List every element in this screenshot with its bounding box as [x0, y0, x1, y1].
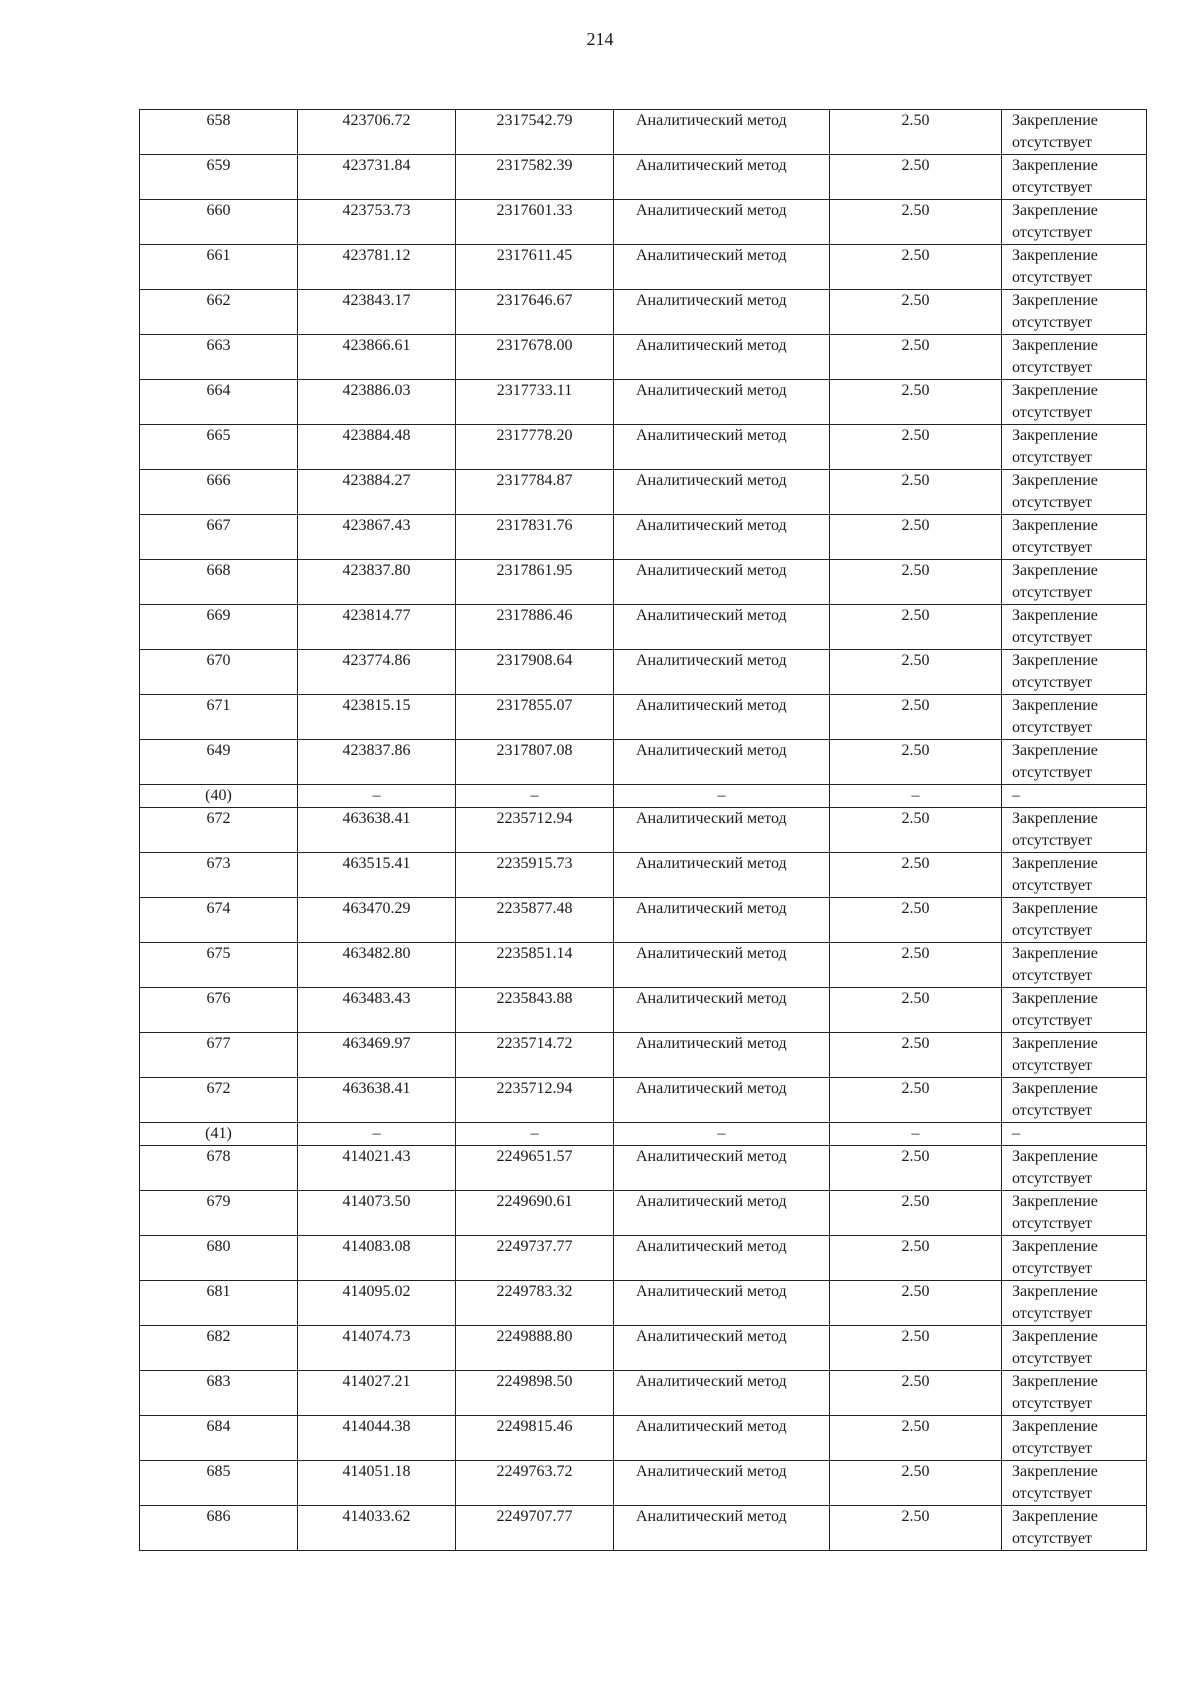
- point-number-cell: 660: [140, 200, 298, 245]
- x-coordinate-cell: 423866.61: [298, 335, 456, 380]
- error-cell: 2.50: [830, 380, 1002, 425]
- x-coordinate-cell: 463483.43: [298, 988, 456, 1033]
- error-cell: 2.50: [830, 155, 1002, 200]
- section-separator-row: [140, 1123, 1147, 1146]
- fixing-cell: Закрепление отсутствует: [1002, 1506, 1147, 1551]
- point-number-cell: 670: [140, 650, 298, 695]
- fixing-cell: Закрепление отсутствует: [1002, 1033, 1147, 1078]
- page-number: 214: [586, 29, 614, 49]
- table-row: [140, 1033, 1147, 1078]
- method-cell: Аналитический метод: [614, 1146, 830, 1191]
- x-coordinate-cell: 423815.15: [298, 695, 456, 740]
- dash-cell: –: [830, 785, 1002, 808]
- point-number-cell: 675: [140, 943, 298, 988]
- fixing-cell: Закрепление отсутствует: [1002, 808, 1147, 853]
- error-cell: 2.50: [830, 245, 1002, 290]
- method-cell: Аналитический метод: [614, 515, 830, 560]
- x-coordinate-cell: 423843.17: [298, 290, 456, 335]
- fixing-cell: Закрепление отсутствует: [1002, 1326, 1147, 1371]
- method-cell: Аналитический метод: [614, 245, 830, 290]
- y-coordinate-cell: 2249888.80: [456, 1326, 614, 1371]
- table-row: [140, 1281, 1147, 1326]
- coordinates-table-body: [140, 110, 1147, 1551]
- x-coordinate-cell: 414073.50: [298, 1191, 456, 1236]
- point-number-cell: 686: [140, 1506, 298, 1551]
- y-coordinate-cell: 2317807.08: [456, 740, 614, 785]
- dash-cell: –: [614, 1123, 830, 1146]
- method-cell: Аналитический метод: [614, 808, 830, 853]
- error-cell: 2.50: [830, 470, 1002, 515]
- error-cell: 2.50: [830, 1281, 1002, 1326]
- point-number-cell: 665: [140, 425, 298, 470]
- coordinates-table: [139, 109, 1147, 1551]
- x-coordinate-cell: 414083.08: [298, 1236, 456, 1281]
- y-coordinate-cell: 2235843.88: [456, 988, 614, 1033]
- x-coordinate-cell: 414051.18: [298, 1461, 456, 1506]
- fixing-cell: Закрепление отсутствует: [1002, 1191, 1147, 1236]
- error-cell: 2.50: [830, 650, 1002, 695]
- fixing-cell: Закрепление отсутствует: [1002, 1236, 1147, 1281]
- y-coordinate-cell: 2317855.07: [456, 695, 614, 740]
- y-coordinate-cell: 2235714.72: [456, 1033, 614, 1078]
- method-cell: Аналитический метод: [614, 380, 830, 425]
- y-coordinate-cell: 2235877.48: [456, 898, 614, 943]
- x-coordinate-cell: 423814.77: [298, 605, 456, 650]
- fixing-cell: Закрепление отсутствует: [1002, 1371, 1147, 1416]
- point-number-cell: 680: [140, 1236, 298, 1281]
- error-cell: 2.50: [830, 1033, 1002, 1078]
- table-row: [140, 1416, 1147, 1461]
- point-number-cell: 672: [140, 1078, 298, 1123]
- method-cell: Аналитический метод: [614, 1033, 830, 1078]
- y-coordinate-cell: 2235712.94: [456, 1078, 614, 1123]
- table-row: [140, 515, 1147, 560]
- method-cell: Аналитический метод: [614, 290, 830, 335]
- error-cell: 2.50: [830, 898, 1002, 943]
- table-row: [140, 155, 1147, 200]
- y-coordinate-cell: 2317601.33: [456, 200, 614, 245]
- x-coordinate-cell: 463470.29: [298, 898, 456, 943]
- point-number-cell: 679: [140, 1191, 298, 1236]
- point-number-cell: 671: [140, 695, 298, 740]
- fixing-cell: Закрепление отсутствует: [1002, 155, 1147, 200]
- table-row: [140, 605, 1147, 650]
- table-row: [140, 988, 1147, 1033]
- method-cell: Аналитический метод: [614, 470, 830, 515]
- y-coordinate-cell: 2317908.64: [456, 650, 614, 695]
- y-coordinate-cell: 2317831.76: [456, 515, 614, 560]
- point-number-cell: 677: [140, 1033, 298, 1078]
- y-coordinate-cell: 2249690.61: [456, 1191, 614, 1236]
- fixing-cell: Закрепление отсутствует: [1002, 988, 1147, 1033]
- fixing-cell: Закрепление отсутствует: [1002, 943, 1147, 988]
- fixing-cell: Закрепление отсутствует: [1002, 335, 1147, 380]
- table-row: [140, 650, 1147, 695]
- error-cell: 2.50: [830, 695, 1002, 740]
- error-cell: 2.50: [830, 740, 1002, 785]
- x-coordinate-cell: 414095.02: [298, 1281, 456, 1326]
- fixing-cell: Закрепление отсутствует: [1002, 1146, 1147, 1191]
- error-cell: 2.50: [830, 1461, 1002, 1506]
- table-row: [140, 200, 1147, 245]
- x-coordinate-cell: 423706.72: [298, 110, 456, 155]
- y-coordinate-cell: 2317678.00: [456, 335, 614, 380]
- error-cell: 2.50: [830, 1326, 1002, 1371]
- dash-cell: –: [1002, 785, 1147, 808]
- point-number-cell: 649: [140, 740, 298, 785]
- table-row: [140, 290, 1147, 335]
- dash-cell: –: [830, 1123, 1002, 1146]
- y-coordinate-cell: 2249707.77: [456, 1506, 614, 1551]
- y-coordinate-cell: 2249783.32: [456, 1281, 614, 1326]
- error-cell: 2.50: [830, 605, 1002, 650]
- method-cell: Аналитический метод: [614, 898, 830, 943]
- point-number-cell: 684: [140, 1416, 298, 1461]
- point-number-cell: 681: [140, 1281, 298, 1326]
- point-number-cell: 668: [140, 560, 298, 605]
- table-row: [140, 1236, 1147, 1281]
- x-coordinate-cell: 423753.73: [298, 200, 456, 245]
- error-cell: 2.50: [830, 808, 1002, 853]
- x-coordinate-cell: 423884.48: [298, 425, 456, 470]
- fixing-cell: Закрепление отсутствует: [1002, 1461, 1147, 1506]
- x-coordinate-cell: 423774.86: [298, 650, 456, 695]
- table-row: [140, 110, 1147, 155]
- section-number-cell: (40): [140, 785, 298, 808]
- method-cell: Аналитический метод: [614, 425, 830, 470]
- table-row: [140, 943, 1147, 988]
- point-number-cell: 663: [140, 335, 298, 380]
- method-cell: Аналитический метод: [614, 1461, 830, 1506]
- x-coordinate-cell: 423884.27: [298, 470, 456, 515]
- fixing-cell: Закрепление отсутствует: [1002, 898, 1147, 943]
- x-coordinate-cell: 414033.62: [298, 1506, 456, 1551]
- x-coordinate-cell: 414027.21: [298, 1371, 456, 1416]
- error-cell: 2.50: [830, 110, 1002, 155]
- error-cell: 2.50: [830, 290, 1002, 335]
- y-coordinate-cell: 2249815.46: [456, 1416, 614, 1461]
- point-number-cell: 672: [140, 808, 298, 853]
- table-row: [140, 695, 1147, 740]
- error-cell: 2.50: [830, 425, 1002, 470]
- error-cell: 2.50: [830, 1191, 1002, 1236]
- x-coordinate-cell: 414074.73: [298, 1326, 456, 1371]
- dash-cell: –: [456, 785, 614, 808]
- table-row: [140, 245, 1147, 290]
- y-coordinate-cell: 2317778.20: [456, 425, 614, 470]
- x-coordinate-cell: 463638.41: [298, 1078, 456, 1123]
- fixing-cell: Закрепление отсутствует: [1002, 245, 1147, 290]
- error-cell: 2.50: [830, 988, 1002, 1033]
- method-cell: Аналитический метод: [614, 110, 830, 155]
- table-row: [140, 1506, 1147, 1551]
- point-number-cell: 683: [140, 1371, 298, 1416]
- method-cell: Аналитический метод: [614, 988, 830, 1033]
- dash-cell: –: [298, 785, 456, 808]
- y-coordinate-cell: 2249763.72: [456, 1461, 614, 1506]
- method-cell: Аналитический метод: [614, 853, 830, 898]
- method-cell: Аналитический метод: [614, 605, 830, 650]
- point-number-cell: 658: [140, 110, 298, 155]
- table-row: [140, 808, 1147, 853]
- point-number-cell: 674: [140, 898, 298, 943]
- error-cell: 2.50: [830, 853, 1002, 898]
- table-row: [140, 425, 1147, 470]
- fixing-cell: Закрепление отсутствует: [1002, 515, 1147, 560]
- x-coordinate-cell: 423837.86: [298, 740, 456, 785]
- method-cell: Аналитический метод: [614, 1236, 830, 1281]
- table-row: [140, 1078, 1147, 1123]
- fixing-cell: Закрепление отсутствует: [1002, 425, 1147, 470]
- point-number-cell: 664: [140, 380, 298, 425]
- y-coordinate-cell: 2249651.57: [456, 1146, 614, 1191]
- method-cell: Аналитический метод: [614, 560, 830, 605]
- table-row: [140, 560, 1147, 605]
- fixing-cell: Закрепление отсутствует: [1002, 1281, 1147, 1326]
- y-coordinate-cell: 2317611.45: [456, 245, 614, 290]
- error-cell: 2.50: [830, 560, 1002, 605]
- table-row: [140, 1461, 1147, 1506]
- method-cell: Аналитический метод: [614, 650, 830, 695]
- fixing-cell: Закрепление отсутствует: [1002, 605, 1147, 650]
- fixing-cell: Закрепление отсутствует: [1002, 1078, 1147, 1123]
- y-coordinate-cell: 2317646.67: [456, 290, 614, 335]
- point-number-cell: 659: [140, 155, 298, 200]
- x-coordinate-cell: 423781.12: [298, 245, 456, 290]
- error-cell: 2.50: [830, 1236, 1002, 1281]
- method-cell: Аналитический метод: [614, 200, 830, 245]
- fixing-cell: Закрепление отсутствует: [1002, 1416, 1147, 1461]
- y-coordinate-cell: 2249898.50: [456, 1371, 614, 1416]
- fixing-cell: Закрепление отсутствует: [1002, 290, 1147, 335]
- y-coordinate-cell: 2317784.87: [456, 470, 614, 515]
- table-row: [140, 1326, 1147, 1371]
- point-number-cell: 667: [140, 515, 298, 560]
- table-row: [140, 470, 1147, 515]
- point-number-cell: 662: [140, 290, 298, 335]
- error-cell: 2.50: [830, 1078, 1002, 1123]
- dash-cell: –: [614, 785, 830, 808]
- error-cell: 2.50: [830, 1371, 1002, 1416]
- fixing-cell: Закрепление отсутствует: [1002, 110, 1147, 155]
- table-row: [140, 853, 1147, 898]
- y-coordinate-cell: 2317582.39: [456, 155, 614, 200]
- point-number-cell: 666: [140, 470, 298, 515]
- table-row: [140, 335, 1147, 380]
- table-row: [140, 1146, 1147, 1191]
- fixing-cell: Закрепление отсутствует: [1002, 200, 1147, 245]
- point-number-cell: 685: [140, 1461, 298, 1506]
- error-cell: 2.50: [830, 1506, 1002, 1551]
- x-coordinate-cell: 414044.38: [298, 1416, 456, 1461]
- x-coordinate-cell: 463482.80: [298, 943, 456, 988]
- fixing-cell: Закрепление отсутствует: [1002, 470, 1147, 515]
- x-coordinate-cell: 463638.41: [298, 808, 456, 853]
- table-row: [140, 380, 1147, 425]
- y-coordinate-cell: 2317861.95: [456, 560, 614, 605]
- y-coordinate-cell: 2317733.11: [456, 380, 614, 425]
- y-coordinate-cell: 2317542.79: [456, 110, 614, 155]
- y-coordinate-cell: 2249737.77: [456, 1236, 614, 1281]
- table-row: [140, 898, 1147, 943]
- dash-cell: –: [298, 1123, 456, 1146]
- point-number-cell: 682: [140, 1326, 298, 1371]
- fixing-cell: Закрепление отсутствует: [1002, 650, 1147, 695]
- method-cell: Аналитический метод: [614, 740, 830, 785]
- method-cell: Аналитический метод: [614, 1281, 830, 1326]
- x-coordinate-cell: 423731.84: [298, 155, 456, 200]
- error-cell: 2.50: [830, 943, 1002, 988]
- point-number-cell: 678: [140, 1146, 298, 1191]
- fixing-cell: Закрепление отсутствует: [1002, 740, 1147, 785]
- y-coordinate-cell: 2235851.14: [456, 943, 614, 988]
- method-cell: Аналитический метод: [614, 1506, 830, 1551]
- method-cell: Аналитический метод: [614, 943, 830, 988]
- fixing-cell: Закрепление отсутствует: [1002, 695, 1147, 740]
- fixing-cell: Закрепление отсутствует: [1002, 380, 1147, 425]
- method-cell: Аналитический метод: [614, 155, 830, 200]
- table-row: [140, 1371, 1147, 1416]
- y-coordinate-cell: 2235915.73: [456, 853, 614, 898]
- method-cell: Аналитический метод: [614, 1191, 830, 1236]
- x-coordinate-cell: 423867.43: [298, 515, 456, 560]
- error-cell: 2.50: [830, 515, 1002, 560]
- method-cell: Аналитический метод: [614, 695, 830, 740]
- point-number-cell: 661: [140, 245, 298, 290]
- fixing-cell: Закрепление отсутствует: [1002, 560, 1147, 605]
- dash-cell: –: [456, 1123, 614, 1146]
- error-cell: 2.50: [830, 1416, 1002, 1461]
- x-coordinate-cell: 423837.80: [298, 560, 456, 605]
- error-cell: 2.50: [830, 335, 1002, 380]
- y-coordinate-cell: 2235712.94: [456, 808, 614, 853]
- fixing-cell: Закрепление отсутствует: [1002, 853, 1147, 898]
- x-coordinate-cell: 414021.43: [298, 1146, 456, 1191]
- method-cell: Аналитический метод: [614, 335, 830, 380]
- y-coordinate-cell: 2317886.46: [456, 605, 614, 650]
- x-coordinate-cell: 423886.03: [298, 380, 456, 425]
- method-cell: Аналитический метод: [614, 1416, 830, 1461]
- error-cell: 2.50: [830, 1146, 1002, 1191]
- point-number-cell: 676: [140, 988, 298, 1033]
- x-coordinate-cell: 463515.41: [298, 853, 456, 898]
- dash-cell: –: [1002, 1123, 1147, 1146]
- method-cell: Аналитический метод: [614, 1078, 830, 1123]
- section-separator-row: [140, 785, 1147, 808]
- table-row: [140, 1191, 1147, 1236]
- method-cell: Аналитический метод: [614, 1326, 830, 1371]
- table-row: [140, 740, 1147, 785]
- section-number-cell: (41): [140, 1123, 298, 1146]
- error-cell: 2.50: [830, 200, 1002, 245]
- point-number-cell: 669: [140, 605, 298, 650]
- point-number-cell: 673: [140, 853, 298, 898]
- x-coordinate-cell: 463469.97: [298, 1033, 456, 1078]
- method-cell: Аналитический метод: [614, 1371, 830, 1416]
